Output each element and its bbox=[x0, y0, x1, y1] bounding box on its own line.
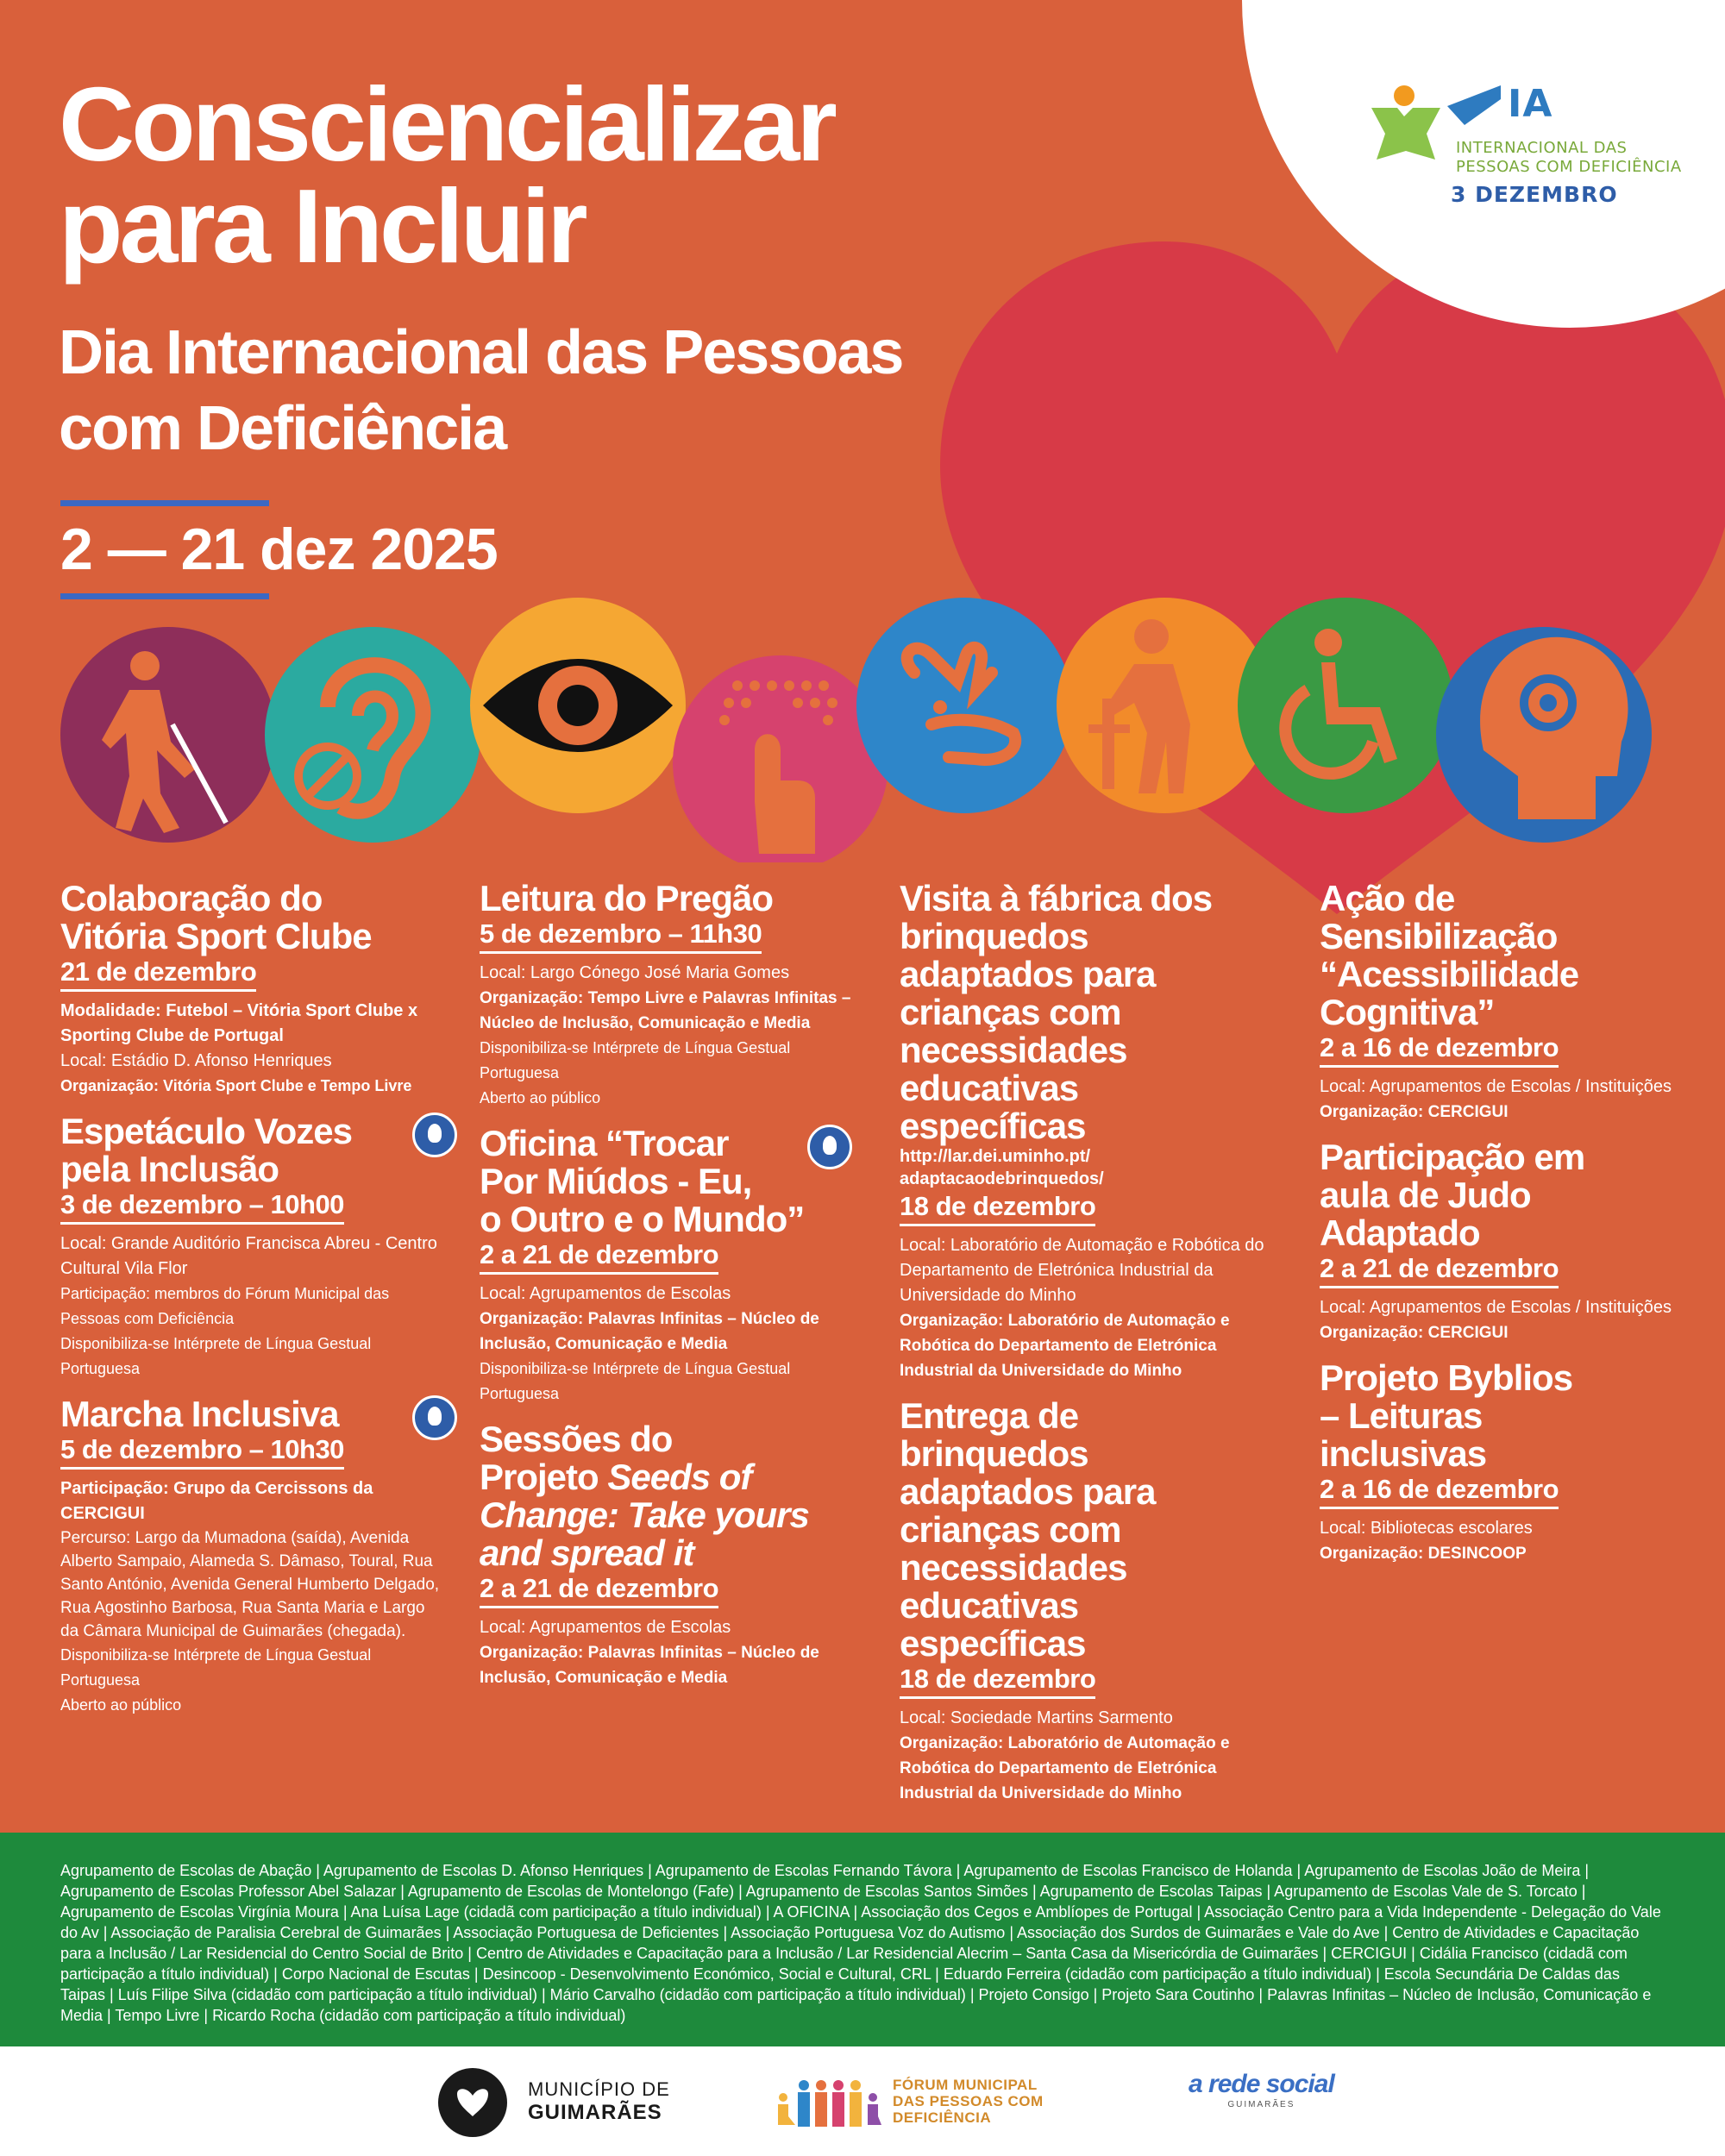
municipality-line1: MUNICÍPIO DE bbox=[528, 2078, 670, 2100]
event-date: 2 a 16 de dezembro bbox=[1320, 1473, 1559, 1509]
event-date: 3 de dezembro – 10h00 bbox=[60, 1188, 344, 1225]
event-url-line[interactable]: adaptacaodebrinquedos/ bbox=[900, 1169, 1104, 1188]
event-title-line: adaptados para bbox=[900, 954, 1156, 994]
sign-language-badge-icon bbox=[412, 1112, 457, 1157]
event-title-line: o Outro e o Mundo” bbox=[480, 1199, 805, 1239]
event-title-line: pela Inclusão bbox=[60, 1149, 279, 1189]
event-org: Organização: Laboratório de Automação e Robótica do Departamento de Eletrónica Industrial da Universidade do Minho bbox=[900, 1734, 1230, 1802]
event-title-line: Change: Take yours bbox=[480, 1495, 809, 1535]
event-date: 5 de dezembro – 10h30 bbox=[60, 1433, 344, 1470]
event-judo bbox=[1320, 1138, 1682, 1345]
subtitle-line-1: Dia Internacional das Pessoas bbox=[59, 318, 903, 387]
event-title bbox=[1320, 1359, 1682, 1473]
forum-logo-text bbox=[893, 2077, 1044, 2126]
event-title-line: Vitória Sport Clube bbox=[60, 916, 372, 956]
event-title-line: educativas bbox=[900, 1068, 1079, 1108]
event-title bbox=[480, 1125, 859, 1238]
forum-line3: DEFICIÊNCIA bbox=[893, 2109, 992, 2126]
event-title-line: and spread it bbox=[480, 1532, 694, 1573]
title-line-1: Consciencializar bbox=[59, 66, 834, 183]
event-open: Aberto ao público bbox=[480, 1089, 601, 1106]
event-acessibilidade bbox=[1320, 880, 1682, 1125]
deaf-ear-icon bbox=[265, 627, 480, 843]
event-date: 2 a 21 de dezembro bbox=[1320, 1252, 1559, 1288]
event-date: 18 de dezembro bbox=[900, 1190, 1095, 1226]
column-4 bbox=[1320, 880, 1682, 1580]
event-seeds bbox=[480, 1420, 859, 1690]
event-modalidade: Modalidade: Futebol – Vitória Sport Clube x Sporting Clube de Portugal bbox=[60, 1001, 418, 1045]
event-title-line: brinquedos bbox=[900, 916, 1088, 956]
rede-social-logo bbox=[1189, 2072, 1334, 2109]
event-title-italic: Seeds of bbox=[607, 1457, 752, 1497]
event-local: Local: Bibliotecas escolares bbox=[1320, 1519, 1533, 1538]
event-pregao bbox=[480, 880, 859, 1111]
event-title-line: Espetáculo Vozes bbox=[60, 1111, 353, 1151]
idpd-ia-text: IA bbox=[1508, 82, 1553, 126]
event-byblios bbox=[1320, 1359, 1682, 1566]
event-route: Percurso: Largo da Mumadona (saída), Avenida Alberto Sampaio, Alameda S. Dâmaso, Toural, Rua Santo António, Avenida General Humberto Delgado, Rua Agostinho Barbosa, Rua Santa Maria e Largo da Câmara Municipal de Guimarães (chegada). bbox=[60, 1529, 440, 1640]
event-title-line: inclusivas bbox=[1320, 1433, 1487, 1474]
title-line-2: para Incluir bbox=[59, 167, 585, 285]
event-title-line: crianças com bbox=[900, 1509, 1121, 1550]
eye-icon bbox=[470, 598, 686, 813]
event-title-line: Sessões do bbox=[480, 1419, 673, 1459]
event-org: Organização: DESINCOOP bbox=[1320, 1545, 1527, 1563]
idpd-line1: INTERNACIONAL DAS bbox=[1456, 139, 1628, 157]
braille-hand-icon bbox=[673, 655, 888, 862]
forum-people-icon bbox=[775, 2078, 882, 2130]
event-title-line: Participação em bbox=[1320, 1137, 1585, 1177]
event-participation: Participação: Grupo da Cercissons da CERCIGUI bbox=[60, 1479, 373, 1523]
event-org: Organização: Vitória Sport Clube e Tempo Livre bbox=[60, 1077, 412, 1094]
rede-social-main: a rede social bbox=[1189, 2070, 1334, 2098]
rede-social-sub: GUIMARÃES bbox=[1227, 2100, 1295, 2109]
blind-person-icon bbox=[60, 627, 276, 843]
cognitive-head-icon bbox=[1436, 627, 1652, 843]
event-title-line: específicas bbox=[900, 1106, 1086, 1146]
event-title-line: Por Miúdos - Eu, bbox=[480, 1161, 752, 1201]
event-entrega-brinquedos bbox=[900, 1397, 1279, 1806]
event-local: Local: Largo Cónego José Maria Gomes bbox=[480, 963, 790, 982]
event-title bbox=[60, 1112, 440, 1188]
event-title-line: educativas bbox=[900, 1585, 1079, 1626]
event-interpreter: Disponibiliza-se Intérprete de Língua Gestual Portuguesa bbox=[60, 1646, 372, 1689]
event-title bbox=[1320, 880, 1682, 1031]
event-url-link[interactable] bbox=[900, 1145, 1279, 1190]
event-title-line: Ação de bbox=[1320, 878, 1455, 918]
event-title-line: adaptados para bbox=[900, 1471, 1156, 1512]
event-local: Local: Agrupamentos de Escolas / Instituições bbox=[1320, 1077, 1672, 1096]
event-title-line: Projeto Byblios bbox=[1320, 1357, 1573, 1398]
event-title-line: Colaboração do bbox=[60, 878, 323, 918]
event-date: 2 a 21 de dezembro bbox=[480, 1238, 718, 1275]
event-org: Organização: CERCIGUI bbox=[1320, 1324, 1509, 1342]
column-2 bbox=[480, 880, 859, 1704]
event-title-line: – Leituras bbox=[1320, 1395, 1483, 1436]
forum-line2: DAS PESSOAS COM bbox=[893, 2093, 1044, 2109]
sign-language-badge-icon bbox=[807, 1125, 852, 1169]
event-local: Local: Agrupamentos de Escolas bbox=[480, 1284, 731, 1303]
event-title-line: crianças com bbox=[900, 992, 1121, 1032]
event-title-part: Projeto bbox=[480, 1457, 608, 1497]
event-title bbox=[900, 1397, 1279, 1663]
event-title-line: Sensibilização bbox=[1320, 916, 1558, 956]
idpd-line2: PESSOAS COM DEFICIÊNCIA bbox=[1456, 158, 1682, 176]
event-title bbox=[900, 880, 1279, 1145]
event-date: 2 a 21 de dezembro bbox=[480, 1572, 718, 1608]
event-title-line: específicas bbox=[900, 1623, 1086, 1664]
event-title-line: Visita à fábrica dos bbox=[900, 878, 1213, 918]
idpd-date: 3 DEZEMBRO bbox=[1451, 182, 1618, 207]
guimaraes-municipality-logo-icon bbox=[438, 2068, 507, 2137]
event-title bbox=[480, 1420, 859, 1572]
event-title-line: Adaptado bbox=[1320, 1213, 1480, 1253]
accessibility-icons bbox=[0, 0, 1725, 862]
event-org: Organização: Tempo Livre e Palavras Infinitas – Núcleo de Inclusão, Comunicação e Media bbox=[480, 989, 851, 1032]
event-marcha bbox=[60, 1395, 440, 1718]
event-local: Local: Agrupamentos de Escolas bbox=[480, 1618, 731, 1637]
municipality-line2: GUIMARÃES bbox=[528, 2101, 662, 2124]
event-participation: Participação: membros do Fórum Municipal das Pessoas com Deficiência bbox=[60, 1285, 390, 1327]
subtitle-line-2: com Deficiência bbox=[59, 394, 506, 463]
event-local: Local: Agrupamentos de Escolas / Instituições bbox=[1320, 1298, 1672, 1317]
event-date: 2 a 16 de dezembro bbox=[1320, 1031, 1559, 1068]
event-title-line: aula de Judo bbox=[1320, 1175, 1531, 1215]
event-url-line[interactable]: http://lar.dei.uminho.pt/ bbox=[900, 1147, 1091, 1166]
event-title-line: brinquedos bbox=[900, 1433, 1088, 1474]
event-title-line: Oficina “Trocar bbox=[480, 1123, 729, 1163]
event-date: 21 de dezembro bbox=[60, 956, 256, 992]
event-interpreter: Disponibiliza-se Intérprete de Língua Gestual Portuguesa bbox=[480, 1039, 791, 1081]
event-local: Local: Estádio D. Afonso Henriques bbox=[60, 1051, 332, 1070]
event-title-line: Entrega de bbox=[900, 1395, 1079, 1436]
event-oficina bbox=[480, 1125, 859, 1407]
event-local: Local: Grande Auditório Francisca Abreu - Centro Cultural Vila Flor bbox=[60, 1234, 437, 1278]
event-title-line: necessidades bbox=[900, 1547, 1127, 1588]
sign-language-badge-icon bbox=[412, 1395, 457, 1440]
event-date: 5 de dezembro – 11h30 bbox=[480, 918, 762, 954]
column-3 bbox=[900, 880, 1279, 1820]
event-title bbox=[60, 880, 440, 956]
event-org: Organização: Laboratório de Automação e Robótica do Departamento de Eletrónica Industrial da Universidade do Minho bbox=[900, 1312, 1230, 1380]
event-open: Aberto ao público bbox=[60, 1696, 182, 1714]
guimaraes-mark-icon bbox=[438, 2068, 507, 2137]
event-title-line bbox=[480, 1458, 859, 1496]
event-title-line: “Acessibilidade bbox=[1320, 954, 1579, 994]
event-title-line: Cognitiva” bbox=[1320, 992, 1495, 1032]
column-1 bbox=[60, 880, 440, 1732]
event-vitoria bbox=[60, 880, 440, 1099]
event-dates: 2 — 21 dez 2025 bbox=[60, 517, 498, 582]
forum-line1: FÓRUM MUNICIPAL bbox=[893, 2077, 1038, 2093]
event-org: Organização: Palavras Infinitas – Núcleo de Inclusão, Comunicação e Media bbox=[480, 1644, 819, 1687]
event-date: 18 de dezembro bbox=[900, 1663, 1095, 1699]
sign-language-icon bbox=[856, 598, 1072, 813]
event-title: Marcha Inclusiva bbox=[60, 1394, 339, 1434]
event-org: Organização: Palavras Infinitas – Núcleo de Inclusão, Comunicação e Media bbox=[480, 1310, 819, 1353]
wheelchair-icon bbox=[1238, 598, 1453, 813]
event-title-line: necessidades bbox=[900, 1030, 1127, 1070]
guimaraes-municipality-text bbox=[528, 2078, 670, 2125]
event-local: Local: Sociedade Martins Sarmento bbox=[900, 1708, 1173, 1727]
partners-list: Agrupamento de Escolas de Abação | Agrupamento de Escolas D. Afonso Henriques | Agrupamento de Escolas Fernando Távora | Agrupamento de Escolas Francisco de Holanda | Agrupamento de Escolas João de Meira | Agrupamento de Escolas Professor Abel Salazar | Agrupamento de Escolas de Montelongo (Fafe) | Agrupamento de Escolas Santos Simões | Agrupamento de Escolas Taipas | Agrupamento de Escolas Vale de S. Torcato | Agrupamento de Escolas Virgínia Moura | Ana Luísa Lage (cidadã com participação a título individual) | A OFICINA | Associação dos Cegos e Amblíopes de Portugal | Associação Centro para a Vida Independente - Delegação do Vale do Av | Associação de Paralisia Cerebral de Guimarães | Associação Portuguesa de Deficientes | Associação Portuguesa Voz do Autismo | Associação dos Surdos de Guimarães e Vale do Ave | Centro de Atividades e Capacitação para a Inclusão / Lar Residencial do Centro Social de Brito | Centro de Atividades e Capacitação para a Inclusão / Lar Residencial Alecrim – Santa Casa da Misericórdia de Guimarães | CERCIGUI | Cidália Francisco (cidadã com participação a título individual) | Corpo Nacional de Escutas | Desincoop - Desenvolvimento Económico, Social e Cultural, CRL | Eduardo Ferreira (cidadão com participação a título individual) | Escola Secundária De Caldas das Taipas | Luís Filipe Silva (cidadão com participação a título individual) | Mário Carvalho (cidadão com participação a título individual) | Projeto Consigo | Projeto Sara Coutinho | Palavras Infinitas – Núcleo de Inclusão, Comunicação e Media | Tempo Livre | Ricardo Rocha (cidadão com participação a título individual) bbox=[60, 1862, 1661, 2024]
event-local: Local: Laboratório de Automação e Robótica do Departamento de Eletrónica Industrial da Universidade do Minho bbox=[900, 1236, 1264, 1305]
event-title bbox=[1320, 1138, 1682, 1252]
event-vozes bbox=[60, 1112, 440, 1382]
event-interpreter: Disponibiliza-se Intérprete de Língua Gestual Portuguesa bbox=[480, 1360, 791, 1402]
event-visita-fabrica bbox=[900, 880, 1279, 1383]
event-title: Leitura do Pregão bbox=[480, 878, 774, 918]
event-interpreter: Disponibiliza-se Intérprete de Língua Gestual Portuguesa bbox=[60, 1335, 372, 1377]
event-org: Organização: CERCIGUI bbox=[1320, 1103, 1509, 1121]
